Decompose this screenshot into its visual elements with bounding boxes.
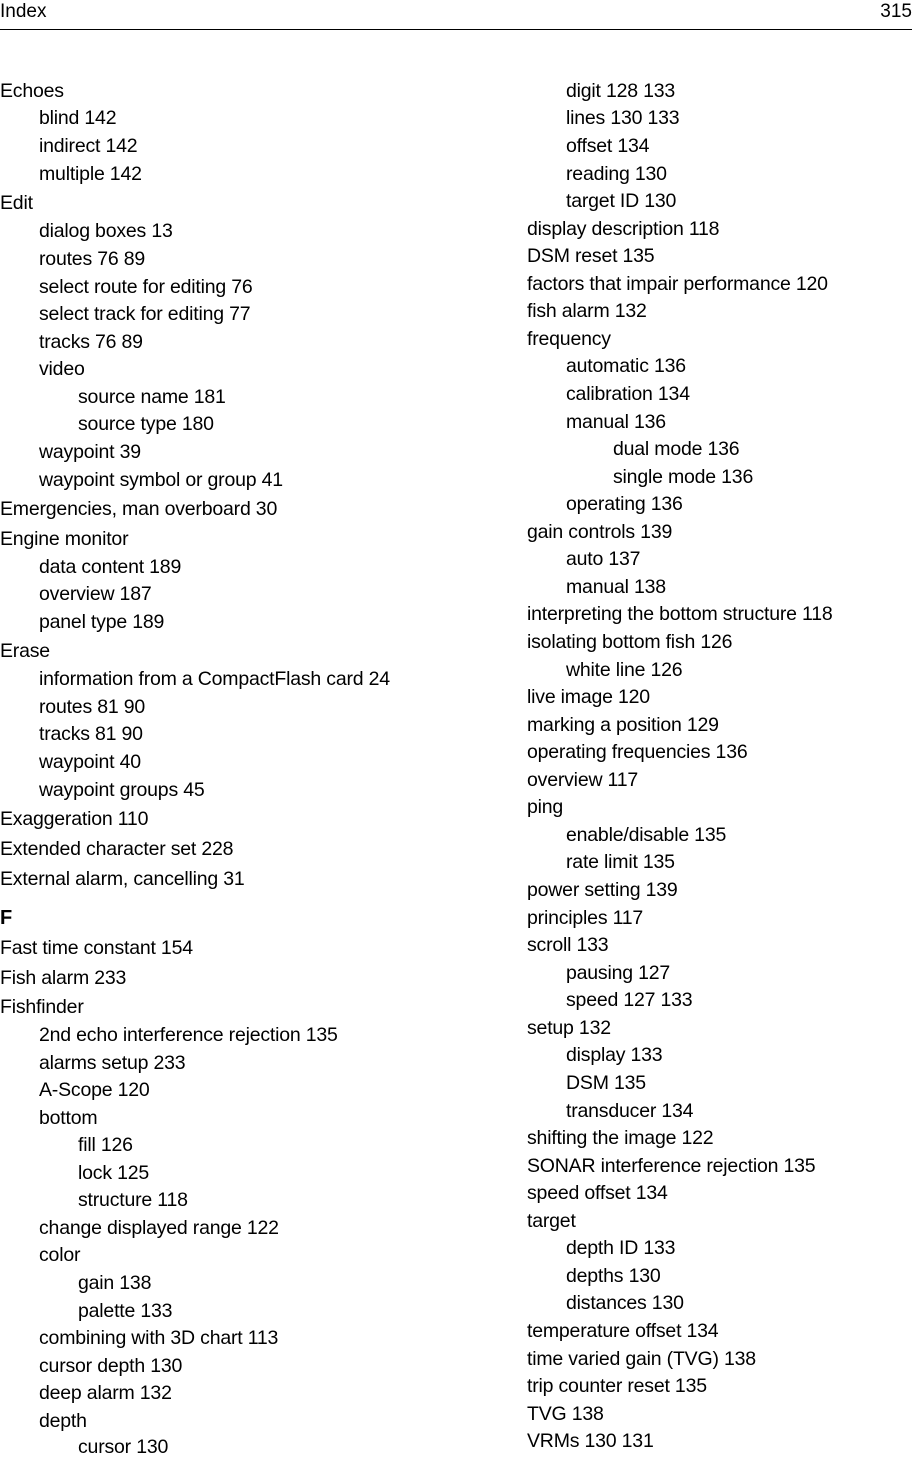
index-entry: distances 130: [566, 1292, 684, 1314]
page-number: 315: [880, 1, 912, 22]
index-entry: factors that impair performance 120: [527, 273, 828, 295]
index-entry: setup 132: [527, 1017, 611, 1039]
index-entry: routes 81 90: [39, 696, 146, 718]
index-entry: A-Scope 120: [39, 1079, 150, 1101]
index-entry: isolating bottom fish 126: [527, 631, 733, 653]
index-entry: depth: [39, 1410, 87, 1432]
index-entry: information from a CompactFlash card 24: [39, 668, 390, 690]
index-entry: depths 130: [566, 1265, 661, 1287]
index-entry: TVG 138: [527, 1403, 604, 1425]
index-entry: source name 181: [78, 386, 226, 408]
index-entry: cursor 130: [78, 1436, 169, 1458]
index-entry: routes 76 89: [39, 248, 146, 270]
index-entry: gain controls 139: [527, 521, 673, 543]
index-entry: dual mode 136: [613, 438, 740, 460]
index-entry: enable/disable 135: [566, 824, 727, 846]
index-entry: VRMs 130 131: [527, 1430, 654, 1452]
index-entry: trip counter reset 135: [527, 1375, 707, 1397]
index-entry: calibration 134: [566, 383, 690, 405]
index-entry: target ID 130: [566, 190, 677, 212]
index-entry: Engine monitor: [0, 528, 129, 550]
index-entry: panel type 189: [39, 611, 165, 633]
index-entry: waypoint 40: [39, 751, 141, 773]
index-entry: frequency: [527, 328, 611, 350]
index-entry: display 133: [566, 1044, 663, 1066]
index-section-letter: F: [0, 907, 13, 929]
index-entry: indirect 142: [39, 135, 138, 157]
index-entry: deep alarm 132: [39, 1382, 172, 1404]
index-entry: transducer 134: [566, 1100, 694, 1122]
index-entry: color: [39, 1244, 81, 1266]
index-entry: live image 120: [527, 686, 650, 708]
index-entry: source type 180: [78, 413, 214, 435]
index-entry: tracks 81 90: [39, 723, 143, 745]
index-entry: target: [527, 1210, 576, 1232]
index-entry: Fast time constant 154: [0, 937, 193, 959]
index-entry: select route for editing 76: [39, 276, 253, 298]
running-header-title: Index: [0, 1, 47, 22]
index-entry: Fishfinder: [0, 996, 84, 1018]
index-entry: waypoint groups 45: [39, 779, 205, 801]
index-entry: overview 117: [527, 769, 639, 791]
index-entry: operating frequencies 136: [527, 741, 748, 763]
index-entry: marking a position 129: [527, 714, 719, 736]
index-entry: white line 126: [566, 659, 683, 681]
index-entry: External alarm, cancelling 31: [0, 868, 245, 890]
index-entry: Erase: [0, 640, 50, 662]
index-entry: DSM reset 135: [527, 245, 655, 267]
index-entry: Fish alarm 233: [0, 967, 127, 989]
index-entry: temperature offset 134: [527, 1320, 719, 1342]
index-entry: waypoint symbol or group 41: [39, 469, 283, 491]
index-entry: SONAR interference rejection 135: [527, 1155, 816, 1177]
index-entry: power setting 139: [527, 879, 678, 901]
index-entry: pausing 127: [566, 962, 671, 984]
index-entry: operating 136: [566, 493, 683, 515]
index-entry: speed 127 133: [566, 989, 693, 1011]
index-entry: speed offset 134: [527, 1182, 668, 1204]
index-entry: cursor depth 130: [39, 1355, 183, 1377]
index-entry: lines 130 133: [566, 107, 680, 129]
index-entry: overview 187: [39, 583, 152, 605]
index-entry: digit 128 133: [566, 80, 676, 102]
index-entry: shifting the image 122: [527, 1127, 714, 1149]
index-entry: waypoint 39: [39, 441, 141, 463]
index-entry: change displayed range 122: [39, 1217, 279, 1239]
index-entry: Exaggeration 110: [0, 808, 149, 830]
index-entry: display description 118: [527, 218, 720, 240]
index-entry: depth ID 133: [566, 1237, 676, 1259]
index-entry: combining with 3D chart 113: [39, 1327, 279, 1349]
index-entry: Emergencies, man overboard 30: [0, 498, 278, 520]
index-entry: DSM 135: [566, 1072, 646, 1094]
index-entry: fill 126: [78, 1134, 133, 1156]
index-entry: structure 118: [78, 1189, 188, 1211]
index-entry: data content 189: [39, 556, 182, 578]
index-entry: manual 138: [566, 576, 666, 598]
index-entry: gain 138: [78, 1272, 152, 1294]
index-entry: scroll 133: [527, 934, 609, 956]
page-header: [0, 0, 912, 30]
index-entry: palette 133: [78, 1300, 173, 1322]
index-entry: video: [39, 358, 85, 380]
index-entry: bottom: [39, 1107, 98, 1129]
index-entry: single mode 136: [613, 466, 754, 488]
index-entry: interpreting the bottom structure 118: [527, 603, 833, 625]
index-entry: automatic 136: [566, 355, 686, 377]
index-entry: Echoes: [0, 80, 64, 102]
index-entry: 2nd echo interference rejection 135: [39, 1024, 338, 1046]
index-entry: offset 134: [566, 135, 650, 157]
index-entry: fish alarm 132: [527, 300, 647, 322]
index-entry: tracks 76 89: [39, 331, 143, 353]
index-entry: manual 136: [566, 411, 666, 433]
index-entry: blind 142: [39, 107, 117, 129]
index-entry: multiple 142: [39, 163, 142, 185]
index-entry: auto 137: [566, 548, 641, 570]
index-entry: reading 130: [566, 163, 667, 185]
index-entry: lock 125: [78, 1162, 150, 1184]
index-entry: Extended character set 228: [0, 838, 234, 860]
index-entry: ping: [527, 796, 564, 818]
index-entry: select track for editing 77: [39, 303, 251, 325]
index-entry: alarms setup 233: [39, 1052, 186, 1074]
index-entry: rate limit 135: [566, 851, 675, 873]
index-entry: dialog boxes 13: [39, 220, 173, 242]
index-entry: principles 117: [527, 907, 644, 929]
index-entry: time varied gain (TVG) 138: [527, 1348, 756, 1370]
index-entry: Edit: [0, 192, 33, 214]
